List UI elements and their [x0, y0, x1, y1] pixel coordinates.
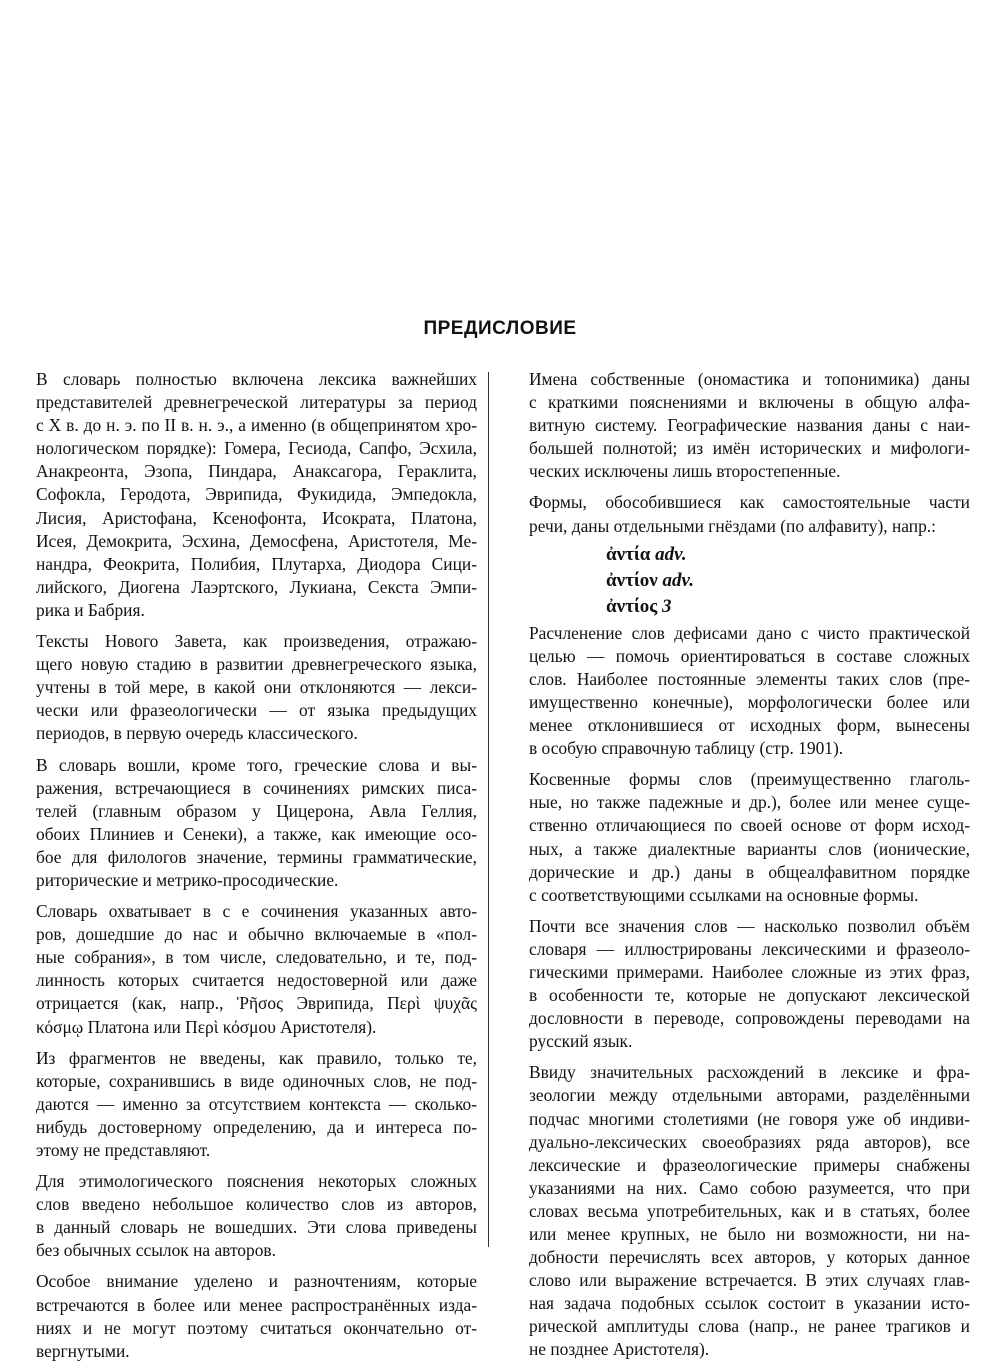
text-line: русский язык. [529, 1031, 633, 1052]
headword-example [511, 594, 970, 620]
text-line: представителей древнегреческой литературы за период [36, 392, 477, 413]
text-line: речи, даны отдельными гнёздами (по алфавиту), напр.: [529, 515, 936, 536]
text-line: Для этимологического пояснения некоторых сложных [36, 1171, 477, 1192]
text-line: дословности в переводе, сопровождены переводами на [529, 1008, 970, 1029]
text-line: В словарь полностью включена лексика важнейших [36, 369, 477, 389]
text-line: указаниями на них. Само собою разумеется, что при [529, 1177, 970, 1198]
text-line: словаря — иллюстрированы лексическими и фразеоло- [529, 938, 970, 959]
column-divider [488, 372, 489, 1247]
text-line: ных, а также диалектные варианты слов (ионические, [529, 838, 970, 859]
text-line: Из фрагментов не введены, как правило, только те, [36, 1047, 477, 1068]
paragraph [18, 630, 477, 745]
text-line: лийского, Диогена Лаэртского, Лукиана, Секста Эмпи- [36, 576, 477, 597]
paragraph [511, 915, 970, 1054]
text-line: ные, но также падежные и др.), более или менее суще- [529, 792, 970, 813]
text-line: учтены в той мере, в какой они отклоняются — лекси- [36, 677, 477, 698]
text-line: слов введено небольшое количество слов из авторов, [36, 1194, 477, 1215]
text-line: ниях и не могут поэтому считаться окончательно от- [36, 1317, 477, 1338]
text-line: дуально-лексических своеобразиях ряда авторов), все [529, 1131, 970, 1152]
text-line: витную систему. Географические названия даны с наи- [529, 415, 970, 436]
text-line: имущественно конечные), морфологически более или [529, 691, 970, 712]
text-line: в особенности те, которые не допускают лексической [529, 985, 970, 1006]
text-line: вергнутыми. [36, 1340, 130, 1361]
text-line: или менее крупных, не было ни возможности, ни на- [529, 1224, 970, 1244]
text-line: лексические и фразеологические примеры снабжены [529, 1154, 970, 1175]
text-line: Особое внимание уделено и разночтениям, которые [36, 1271, 477, 1292]
text-line: Косвенные формы слов (преимущественно глаголь- [529, 769, 970, 790]
text-line: гическими примерами. Наиболее сложные из этих фраз, [529, 961, 970, 982]
text-line: Тексты Нового Завета, как произведения, отражаю- [36, 631, 477, 652]
paragraph [511, 491, 970, 537]
text-line: бое для филологов значение, термины грамматические, [36, 846, 477, 867]
text-line: нандра, Феокрита, Полибия, Плутарха, Диодора Сици- [36, 553, 477, 574]
part-of-speech: adv. [662, 569, 694, 591]
text-line: обоих Плиниев и Сенеки), а также, как имеющие осо- [36, 823, 477, 844]
text-line: Расчленение слов дефисами дано с чисто практической [529, 622, 970, 643]
text-line: добности перечислять всех авторов, у которых данное [529, 1247, 970, 1268]
text-line: дорические и др.) даны в общеалфавитном порядке [529, 861, 970, 882]
right-column [511, 368, 970, 1370]
text-line: отрицается (как, напр., Ῥῆσος Эврипида, Περὶ ψυχᾶς [36, 993, 477, 1014]
paragraph [18, 1047, 477, 1162]
text-line: в особую справочную таблицу (стр. 1901). [529, 738, 844, 759]
text-line: Словарь охватывает в с е сочинения указанных авто- [36, 901, 477, 922]
text-line: риторические и метрико-просодические. [36, 869, 339, 890]
text-line: этому не представляют. [36, 1140, 211, 1160]
text-line: В словарь вошли, кроме того, греческие слова и вы- [36, 754, 477, 775]
text-line: щего новую стадию в развитии древнегреческого языка, [36, 654, 477, 675]
text-line: целью — помочь ориентироваться в составе сложных [529, 645, 970, 666]
text-line: без обычных ссылок на авторов. [36, 1240, 276, 1261]
text-line: Лисия, Аристофана, Ксенофонта, Исократа, Платона, [36, 507, 477, 528]
paragraph [511, 768, 970, 907]
text-line: с краткими пояснениями и включены в общую алфа- [529, 392, 970, 413]
text-line: κόσμῳ Платона или Περὶ κόσμου Аристотеля). [36, 1016, 377, 1037]
text-line: слово или выражение встречается. В этих случаях глав- [529, 1270, 970, 1291]
paragraph [18, 1270, 477, 1362]
text-line: зеологии между отдельными авторами, разделёнными [529, 1085, 970, 1106]
text-line: Исея, Демокрита, Эсхина, Демосфена, Аристотеля, Ме- [36, 530, 477, 551]
text-line: ная задача подобных ссылок состоит в указании исто- [529, 1293, 970, 1314]
headword-examples [511, 542, 970, 620]
text-line: встречаются в более или менее распространённых изда- [36, 1294, 477, 1315]
text-line: ственно отличающиеся по своей основе от форм исход- [529, 815, 970, 836]
text-line: Имена собственные (ономастика и топонимика) даны [529, 369, 970, 389]
text-line: Софокла, Геродота, Эврипида, Фукидида, Эмпедокла, [36, 484, 477, 505]
greek-headword: ἀντίον [606, 569, 658, 591]
paragraph [18, 900, 477, 1039]
text-line: Ввиду значительных расхождений в лексике и фра- [529, 1062, 970, 1083]
text-line: подчас многими столетиями (не говоря уже об индиви- [529, 1108, 970, 1129]
text-line: периодов, в первую очередь классического. [36, 723, 358, 744]
text-line: Формы, обособившиеся как самостоятельные части [529, 492, 970, 513]
part-of-speech: 3 [662, 595, 672, 617]
text-line: рической амплитуды слова (напр., не ранее трагиков и [529, 1316, 970, 1337]
part-of-speech: adv. [655, 543, 687, 565]
text-line: Почти все значения слов — насколько позволил объём [529, 915, 970, 936]
text-line: чески или фразеологически — от языка предыдущих [36, 700, 477, 721]
paragraph [511, 1061, 970, 1361]
text-line: нологическом порядке): Гомера, Гесиода, Сапфо, Эсхила, [36, 438, 477, 459]
text-line: менее отклонившиеся от исходных форм, вынесены [529, 715, 970, 736]
text-line: ческих исключены лишь второстепенные. [529, 461, 841, 482]
headword-example [511, 568, 970, 594]
text-line: слов. Наиболее постоянные элементы таких слов (пре- [529, 668, 970, 689]
text-line: с соответствующими ссылками на основные формы. [529, 884, 919, 905]
text-line: телей (главным образом у Цицерона, Авла Геллия, [36, 800, 477, 821]
text-line: линность которых считается недостоверной или даже [36, 970, 477, 991]
text-line: рика и Бабрия. [36, 599, 145, 620]
text-line: не позднее Аристотеля). [529, 1339, 710, 1360]
text-line: с X в. до н. э. по II в. н. э., а именно (в общепринятом хро- [36, 415, 477, 436]
text-line: ров, дошедшие до нас и обычно включаемые в «пол- [36, 924, 477, 945]
text-line: даются — именно за отсутствием контекста — сколько- [36, 1093, 477, 1114]
text-line: которые, сохранившись в виде одиночных слов, не под- [36, 1070, 477, 1091]
text-line: словах весьма употребительных, как и в статьях, более [529, 1200, 970, 1221]
text-line: ражения, встречающиеся в сочинениях римских писа- [36, 777, 477, 798]
left-column [18, 368, 477, 1371]
headword-example [511, 542, 970, 568]
text-line: ные собрания», в том числе, следовательно, и те, под- [36, 947, 477, 968]
text-line: нибудь достоверному определению, да и интереса по- [36, 1116, 477, 1137]
paragraph [511, 368, 970, 483]
text-line: в данный словарь не вошедших. Эти слова приведены [36, 1217, 477, 1238]
paragraph [18, 368, 477, 622]
text-line: большей полнотой; из имён исторических и мифологи- [529, 438, 970, 459]
paragraph [18, 1170, 477, 1262]
text-line: Анакреонта, Эзопа, Пиндара, Анаксагора, Гераклита, [36, 461, 477, 482]
paragraph [18, 754, 477, 893]
greek-headword: ἀντία [606, 543, 651, 565]
paragraph [511, 622, 970, 761]
page-title: ПРЕДИСЛОВИЕ [423, 318, 577, 339]
greek-headword: ἀντίος [606, 595, 658, 617]
